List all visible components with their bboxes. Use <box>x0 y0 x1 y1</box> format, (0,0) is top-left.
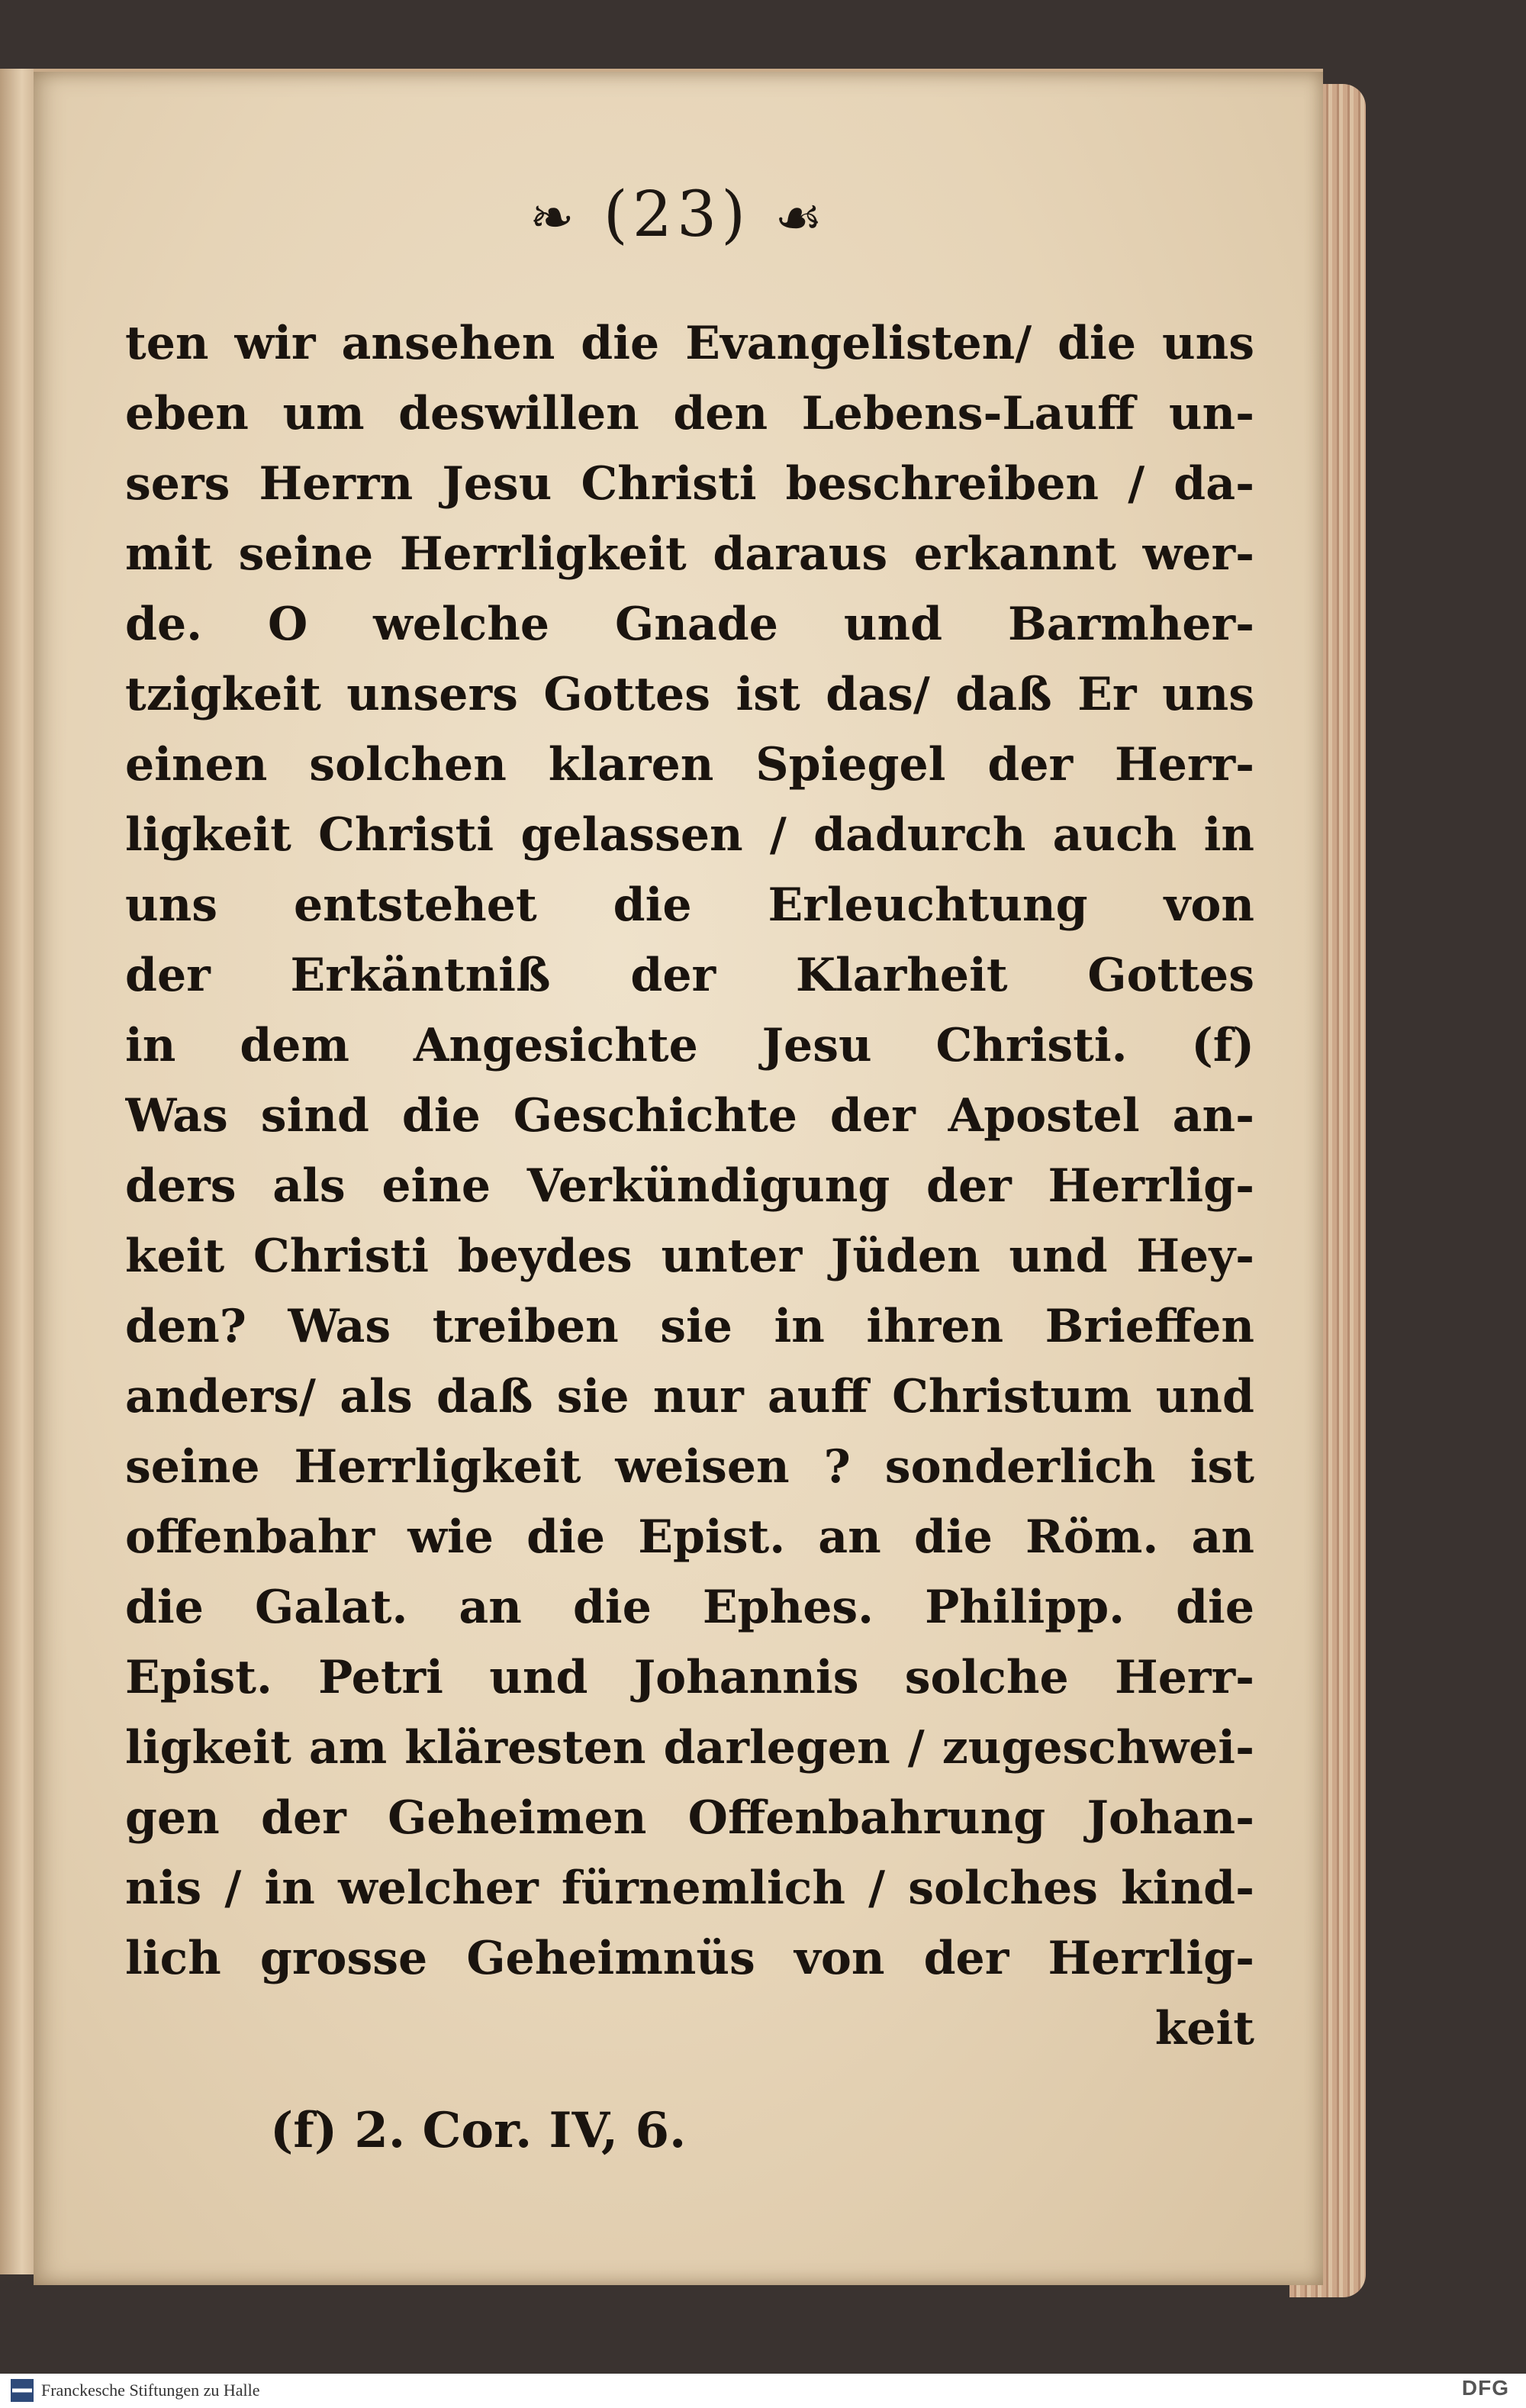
text-line: ten wir ansehen die Evangelisten/ die uns <box>125 317 1254 370</box>
text-line: anders/ als daß sie nur auff Christum und <box>125 1370 1254 1423</box>
text-line: Epist. Petri und Johannis solche Herr- <box>125 1651 1254 1704</box>
text-line: tzigkeit unsers Gottes ist das/ daß Er uns <box>125 668 1254 721</box>
book-page <box>34 69 1323 2285</box>
text-line: Was sind die Geschichte der Apostel an- <box>125 1089 1254 1143</box>
text-line: gen der Geheimen Offenbahrung Johan- <box>125 1791 1254 1845</box>
text-line: eben um deswillen den Lebens-Lauff un- <box>125 387 1254 440</box>
text-line: seine Herrligkeit weisen ? sonderlich ist <box>125 1440 1254 1494</box>
text-line: mit seine Herrligkeit daraus erkannt wer- <box>125 527 1254 581</box>
text-line: ders als eine Verkündigung der Herrlig- <box>125 1159 1254 1213</box>
footer-credit <box>11 2379 260 2402</box>
text-line: lich grosse Geheimnüs von der Herrlig- <box>125 1932 1254 1985</box>
text-line: einen solchen klaren Spiegel der Herr- <box>125 738 1254 791</box>
text-line: keit Christi beydes unter Jüden und Hey- <box>125 1230 1254 1283</box>
dfg-logo: DFG <box>1461 2376 1509 2400</box>
text-line: die Galat. an die Ephes. Philipp. die <box>125 1581 1254 1634</box>
text-line: den? Was treiben sie in ihren Brieffen <box>125 1300 1254 1353</box>
text-line: uns entstehet die Erleuchtung von <box>125 878 1254 932</box>
text-line: in dem Angesichte Jesu Christi. (f) <box>125 1019 1254 1072</box>
text-line: sers Herrn Jesu Christi beschreiben / da- <box>125 457 1254 511</box>
footnote: (f) 2. Cor. IV, 6. <box>270 2102 687 2159</box>
catchword: keit <box>1154 2002 1254 2055</box>
right-ornament-icon: ☙ <box>774 186 827 249</box>
text-line: ligkeit Christi gelassen / dadurch auch in <box>125 808 1254 862</box>
text-line: ligkeit am kläresten darlegen / zugeschwei- <box>125 1721 1254 1775</box>
page-number: (23) <box>603 179 751 251</box>
text-line: der Erkäntniß der Klarheit Gottes <box>125 949 1254 1002</box>
institution-logo-icon <box>11 2379 34 2402</box>
page-header <box>34 179 1323 251</box>
left-ornament-icon: ❧ <box>530 186 579 249</box>
text-line: de. O welche Gnade und Barmher- <box>125 598 1254 651</box>
footer-left-text: Franckesche Stiftungen zu Halle <box>41 2381 260 2400</box>
body-text <box>125 308 1254 2064</box>
text-line: offenbahr wie die Epist. an die Röm. an <box>125 1510 1254 1564</box>
text-line: nis / in welcher fürnemlich / solches kind- <box>125 1862 1254 1915</box>
